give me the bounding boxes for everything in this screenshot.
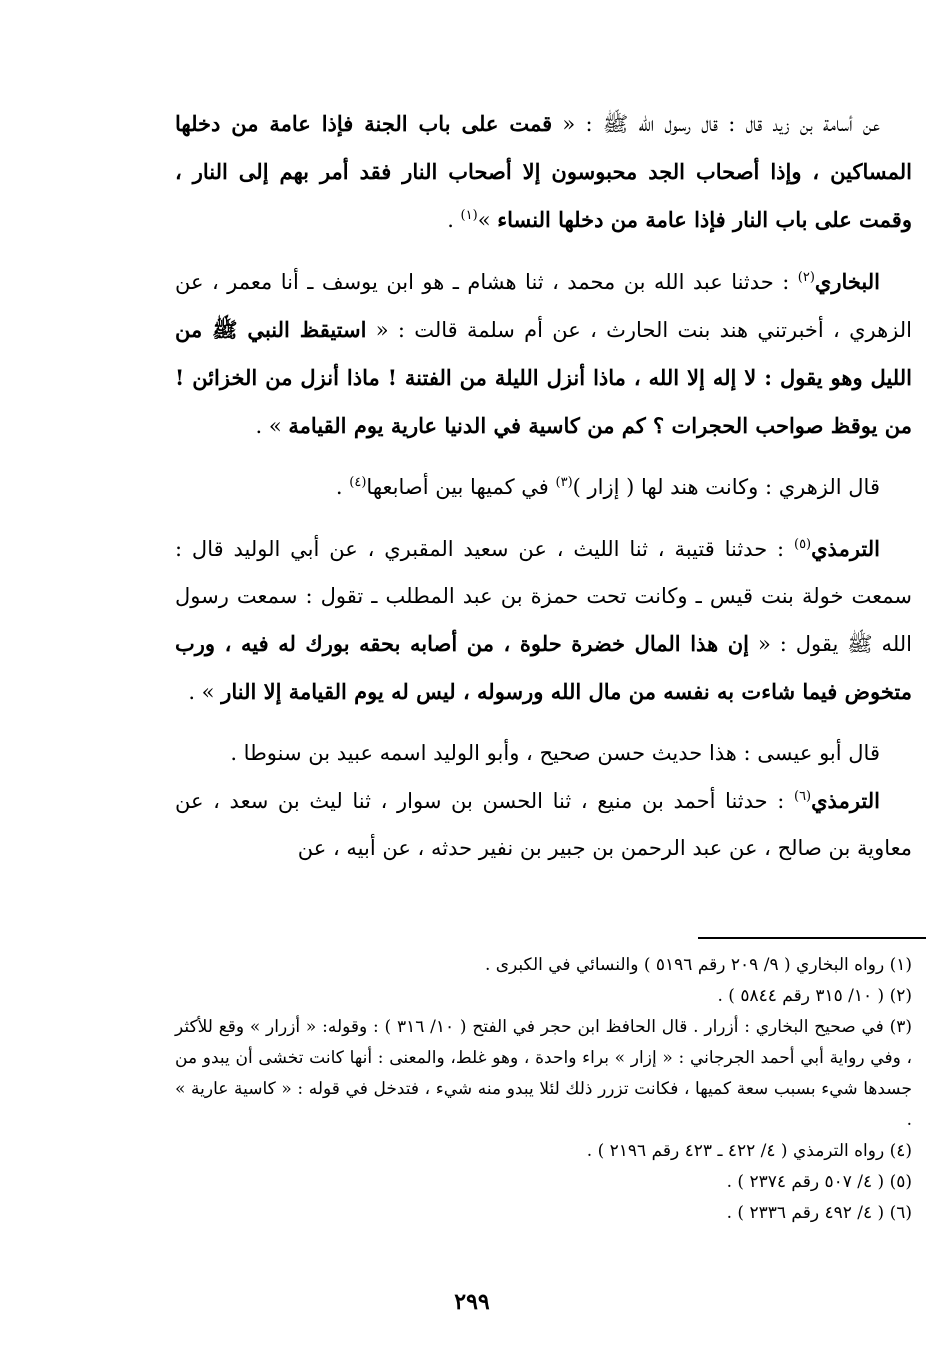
text-segment: : حدثنا أحمد بن منيع ، ثنا الحسن بن سوار ، ثنا ليث بن سعد ، عن معاوية بن صالح ، عن عبد الرحمن بن جبير بن نفير حدثه ، عن أبيه ، عن bbox=[175, 789, 912, 860]
text-segment: » bbox=[477, 208, 498, 232]
footnote-1: (١) رواه البخاري ( ٩/ ٢٠٩ رقم ٥١٩٦ ) والنسائي في الكبرى . bbox=[484, 955, 912, 975]
main-text bbox=[175, 100, 912, 872]
footnotes bbox=[175, 950, 912, 1229]
source-name: الترمذي bbox=[811, 536, 880, 561]
source-name: الترمذي bbox=[811, 788, 880, 813]
hadith-text: إن هذا المال خضرة حلوة ، من أصابه بحقه بورك له فيه ، ورب متخوض فيما شاءت به نفسه من مال الله ورسوله ، ليس له يوم القيامة إلا النار bbox=[175, 631, 912, 704]
paragraph-tirmidhi-2 bbox=[175, 777, 912, 872]
footnote-2: (٢) ( ١٠/ ٣١٥ رقم ٥٨٤٤ ) . bbox=[717, 986, 912, 1006]
footnote-5: (٥) ( ٤/ ٥٠٧ رقم ٢٣٧٤ ) . bbox=[726, 1172, 912, 1192]
paragraph-hadith-usama bbox=[175, 100, 912, 244]
hadith-text: استيقظ النبي ﷺ من الليل وهو يقول : لا إله إلا الله ، ماذا أنزل الليلة من الفتنة ! ماذا أنزل من الخزائن ! من يوقظ صواحب الحجرات ؟ كم من كاسية في الدنيا عارية يوم القيامة bbox=[175, 317, 912, 438]
paragraph-abu-isa bbox=[175, 730, 912, 777]
footnote-ref: (٦) bbox=[793, 789, 812, 804]
footnote-ref: (٥) bbox=[793, 537, 812, 552]
text-segment: عن أسامة بن زيد قال : قال رسول الله ﷺ : « bbox=[552, 112, 880, 136]
footnote-ref: (٣) bbox=[555, 475, 573, 490]
paragraph-zuhri bbox=[175, 464, 912, 511]
text-segment: : حدثنا قتيبة ، ثنا الليث ، عن سعيد المقبري ، عن أبي الوليد قال : سمعت خولة بنت قيس ـ وكانت تحت حمزة بن عبد المطلب ـ تقول : سمعت رسول الله ﷺ يقول : « bbox=[175, 537, 913, 656]
page-number: ٢٩٩ bbox=[454, 1289, 490, 1315]
text-segment: قال الزهري : وكانت هند لها ( إزار ) bbox=[572, 475, 880, 499]
text-segment: في كميها بين أصابعها bbox=[366, 475, 556, 499]
footnote-4: (٤) رواه الترمذي ( ٤/ ٤٢٢ ـ ٤٢٣ رقم ٢١٩٦ ) . bbox=[586, 1141, 912, 1161]
footnote-ref: (٤) bbox=[349, 475, 367, 490]
text-segment: » . bbox=[188, 680, 222, 704]
text-segment: : حدثنا عبد الله بن محمد ، ثنا هشام ـ هو ابن يوسف ـ أنا معمر ، عن الزهري ، أخبرتني هند بنت الحارث ، عن أم سلمة قالت : « bbox=[175, 270, 912, 342]
text-segment: . bbox=[447, 208, 461, 232]
text-segment: قال أبو عيسى : هذا حديث حسن صحيح ، وأبو الوليد اسمه عبيد بن سنوطا . bbox=[230, 741, 880, 765]
footnote-6: (٦) ( ٤/ ٤٩٢ رقم ٢٣٣٦ ) . bbox=[726, 1203, 912, 1223]
paragraph-tirmidhi-1 bbox=[175, 525, 912, 716]
source-name: البخاري bbox=[814, 269, 880, 294]
text-segment: . bbox=[335, 475, 350, 499]
hadith-text: قمت على باب الجنة فإذا عامة من دخلها المساكين ، وإذا أصحاب الجد محبوسون إلا أصحاب النار فقد أمر بهم إلى النار ، وقمت على باب النار فإذا عامة من دخلها النساء bbox=[175, 111, 912, 232]
footnote-ref: (١) bbox=[460, 208, 478, 223]
footnote-ref: (٢) bbox=[797, 270, 815, 285]
text-segment: » . bbox=[255, 414, 289, 438]
footnote-3: (٣) في صحيح البخاري : أزرار . قال الحافظ ابن حجر في الفتح ( ١٠/ ٣١٦ ) : وقوله: « أزرار » وقع للأكثر ، وفي رواية أبي أحمد الجرجاني : « إزار » براء واحدة ، وهو غلط، والمعنى : أنها كانت تخشى أن يبدو من جسدها شيء بسبب سعة كميها ، فكانت تزرر ذلك لئلا يبدو منه شيء ، فتدخل في قوله : « كاسية عارية » . bbox=[175, 1017, 912, 1130]
paragraph-bukhari bbox=[175, 258, 912, 450]
footnote-separator bbox=[698, 937, 926, 939]
